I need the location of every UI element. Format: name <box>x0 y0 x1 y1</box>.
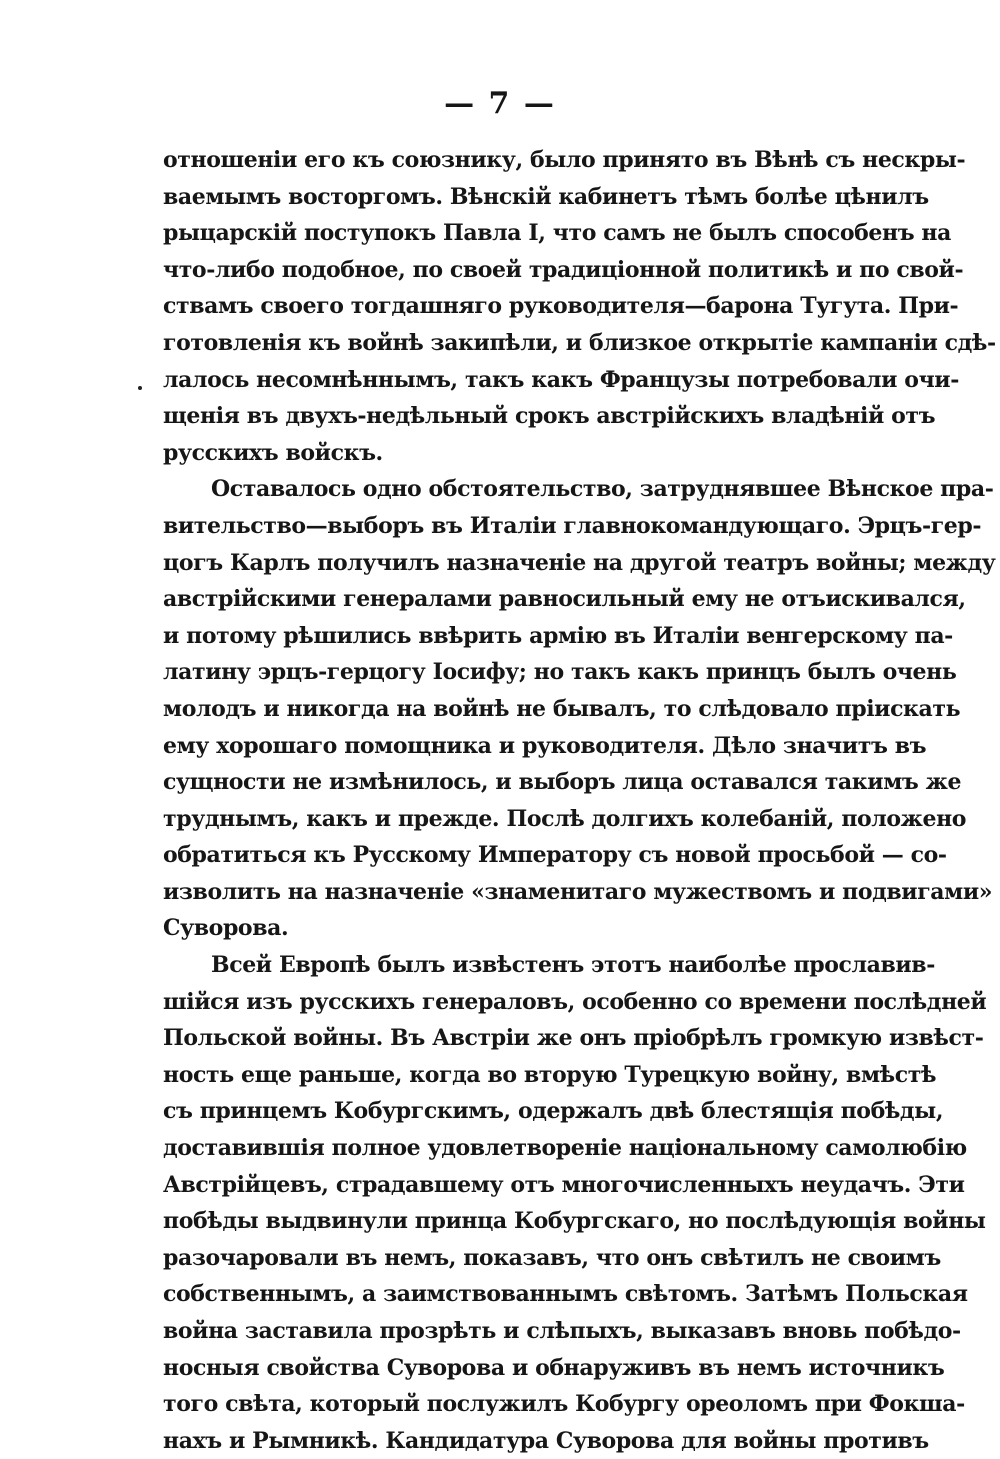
text-line: съ принцемъ Кобургскимъ, одержалъ двѣ блестящія побѣды, <box>163 1098 944 1125</box>
text-line: ность еще раньше, когда во вторую Турецкую войну, вмѣстѣ <box>163 1061 937 1088</box>
text-line: отношеніи его къ союзнику, было принято въ Вѣнѣ съ нескры- <box>163 147 966 173</box>
text-line: труднымъ, какъ и прежде. Послѣ долгихъ колебаній, положено <box>163 805 967 832</box>
text-line: русскихъ войскъ. <box>163 439 383 466</box>
text-line: Всей Европѣ былъ извѣстенъ этотъ наиболѣе прославив- <box>211 952 935 979</box>
text-line: австрійскими генералами равносильный ему не отъискивался, <box>163 586 966 613</box>
text-line: разочаровали въ немъ, показавъ, что онъ свѣтилъ не своимъ <box>163 1244 941 1271</box>
text-line: ему хорошаго помощника и руководителя. Дѣло значитъ въ <box>163 732 927 759</box>
text-line: готовленія къ войнѣ закипѣли, и близкое открытіе кампаніи сдѣ- <box>163 329 996 356</box>
text-line: Австрійцевъ, страдавшему отъ многочисленныхъ неудачъ. Эти <box>163 1171 965 1198</box>
text-line: щенія въ двухъ-недѣльный срокъ австрійскихъ владѣній отъ <box>163 403 936 430</box>
text-line: того свѣта, который послужилъ Кобургу ореоломъ при Фокша- <box>163 1391 965 1418</box>
text-line: Оставалось одно обстоятельство, затруднявшее Вѣнское пра- <box>211 476 994 503</box>
text-line: война заставила прозрѣть и слѣпыхъ, выказавъ вновь побѣдо- <box>163 1318 961 1344</box>
text-line: обратиться къ Русскому Императору съ новой просьбой — со- <box>163 842 947 869</box>
text-line: сущности не измѣнилось, и выборъ лица оставался такимъ же <box>163 769 962 796</box>
margin-mark <box>138 386 142 390</box>
text-line: рыцарскій поступокъ Павла I, что самъ не былъ способенъ на <box>163 220 951 247</box>
text-line: молодъ и никогда на войнѣ не бывалъ, то слѣдовало пріискать <box>163 695 961 722</box>
text-line: нахъ и Рымникѣ. Кандидатура Суворова для войны противъ <box>163 1427 929 1454</box>
text-line: лалось несомнѣннымъ, такъ какъ Французы потребовали очи- <box>163 366 959 393</box>
text-line: Суворова. <box>163 915 289 942</box>
text-line: латину эрцъ-герцогу Іосифу; но такъ какъ принцъ былъ очень <box>163 659 957 686</box>
text-line: носныя свойства Суворова и обнаруживъ въ немъ источникъ <box>163 1354 945 1381</box>
text-line: вительство—выборъ въ Италіи главнокомандующаго. Эрцъ-гер- <box>163 512 982 539</box>
text-line: и потому рѣшились ввѣрить армію въ Италіи венгерскому па- <box>163 622 953 649</box>
text-line: изволить на назначеніе «знаменитаго мужествомъ и подвигами» <box>163 878 993 905</box>
text-line: цогъ Карлъ получилъ назначеніе на другой театръ войны; между <box>163 549 996 576</box>
text-line: ваемымъ восторгомъ. Вѣнскій кабинетъ тѣмъ болѣе цѣнилъ <box>163 183 929 210</box>
text-line: Польской войны. Въ Австріи же онъ пріобрѣлъ громкую извѣст- <box>163 1025 984 1052</box>
text-line: побѣды выдвинули принца Кобургскаго, но послѣдующія войны <box>163 1208 986 1235</box>
text-line: доставившія полное удовлетвореніе національному самолюбію <box>163 1135 967 1162</box>
text-line: ствамъ своего тогдашняго руководителя—барона Тугута. При- <box>163 293 959 320</box>
page-body-text <box>163 142 996 1459</box>
text-line: что-либо подобное, по своей традиціонной политикѣ и по свой- <box>163 256 964 283</box>
page-number: — 7 — <box>444 86 556 121</box>
text-line: шійся изъ русскихъ генераловъ, особенно со времени послѣдней <box>163 988 987 1015</box>
text-line: собственнымъ, а заимствованнымъ свѣтомъ. Затѣмъ Польская <box>163 1281 968 1308</box>
